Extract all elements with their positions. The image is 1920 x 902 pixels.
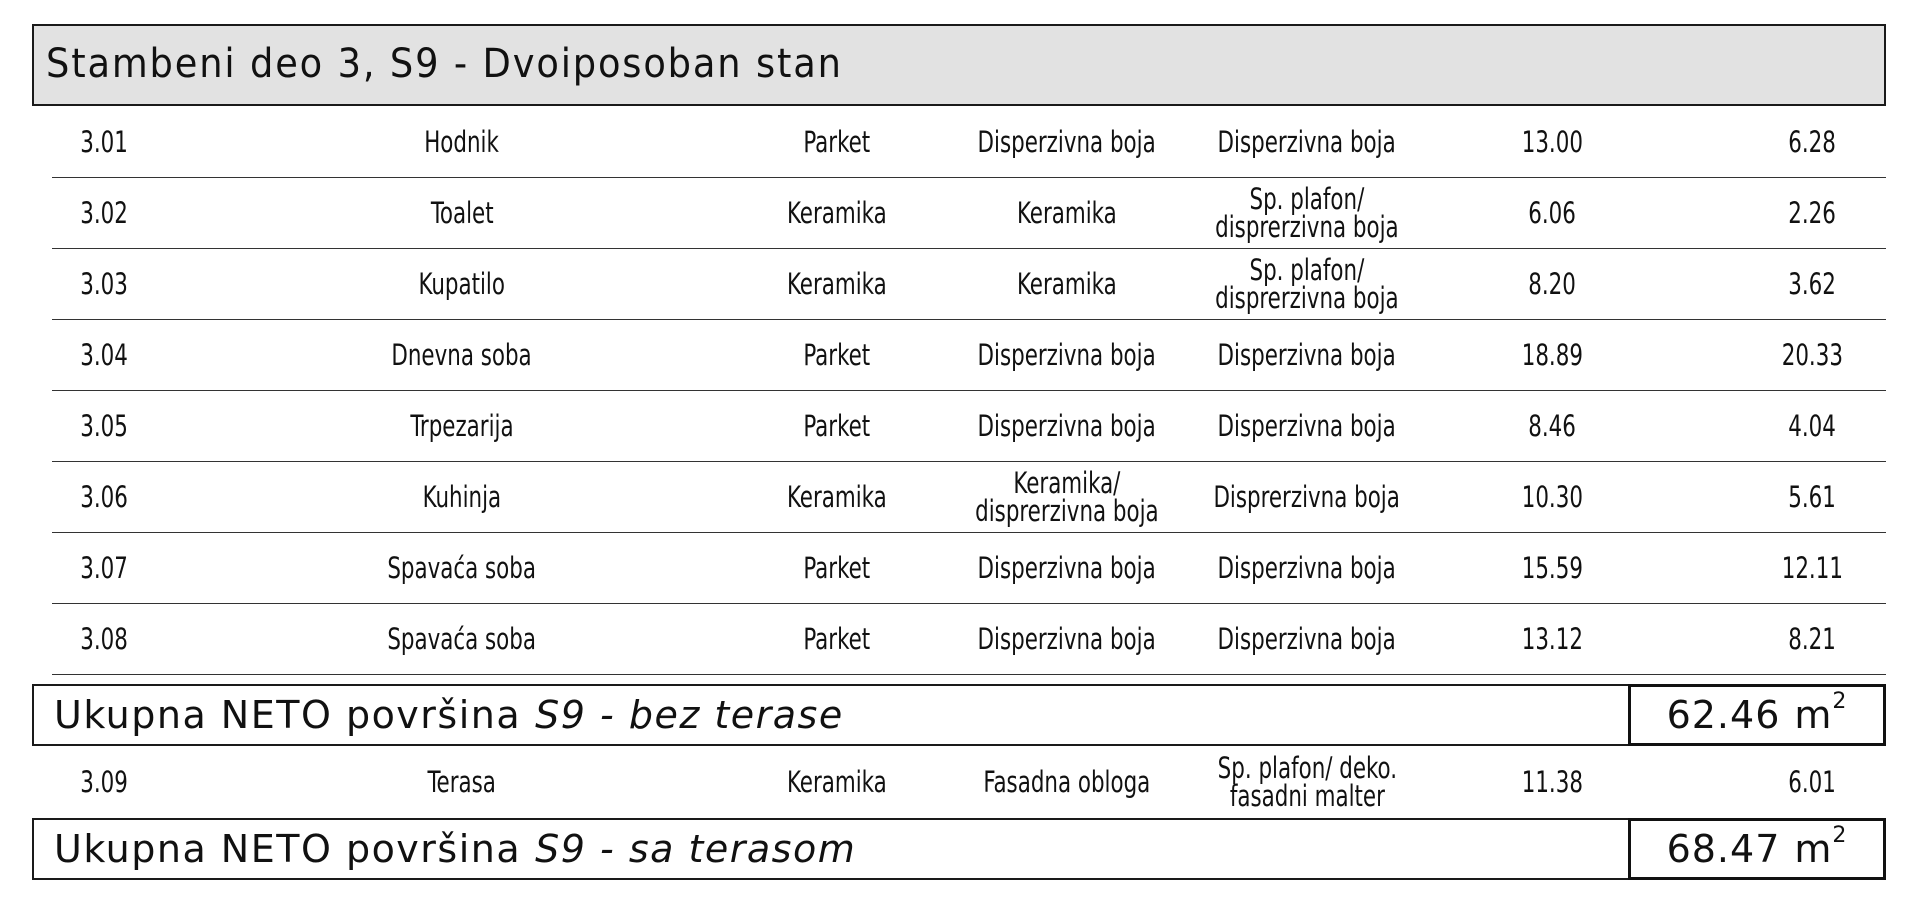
room-area: 18.89 [1521,338,1583,372]
room-area: 6.06 [1528,196,1576,230]
ceiling-finish: Sp. plafon/ deko. fasadni malter [1217,751,1397,813]
table-row [52,320,1886,391]
summary-label-text: Ukupna NETO površina [54,827,522,871]
room-area: 11.38 [1521,765,1583,799]
wall-finish: Keramika [1017,267,1117,301]
area-unit: $m^2$ [1794,823,1848,871]
summary-label [54,820,856,878]
room-name: Spavaća soba [387,551,537,585]
room-extra-value: 4.04 [1788,409,1836,443]
floor-finish: Parket [803,551,871,585]
summary-qualifier: S9 - sa terasom [535,827,857,871]
room-number: 3.08 [80,622,128,656]
floor-finish: Parket [803,338,871,372]
total-area-box [1628,684,1886,746]
floor-finish: Keramika [787,267,887,301]
room-name: Dnevna soba [391,338,533,372]
room-number: 3.06 [80,480,128,514]
unit-exponent: 2 [1832,689,1848,715]
room-number: 3.01 [80,124,128,159]
ceiling-finish: Disperzivna boja [1217,551,1397,585]
wall-finish: Disperzivna boja [977,124,1157,159]
room-area: 8.20 [1528,267,1576,301]
total-area-value: 68.47 [1666,827,1781,871]
summary-qualifier: S9 - bez terase [535,693,844,737]
wall-finish: Disperzivna boja [977,338,1157,372]
ceiling-finish: Disperzivna boja [1217,338,1397,372]
room-number: 3.09 [80,765,128,799]
room-extra-value: 6.01 [1788,765,1836,799]
floor-finish: Keramika [787,196,887,230]
total-area-value: 62.46 [1666,693,1781,737]
unit-exponent: 2 [1832,823,1848,849]
ceiling-finish: Sp. plafon/ disprerzivna boja [1215,182,1399,244]
ceiling-finish: Disperzivna boja [1217,124,1397,159]
room-number: 3.04 [80,338,128,372]
table-row [52,604,1886,675]
room-area: 8.46 [1528,409,1576,443]
wall-finish: Keramika [1017,196,1117,230]
floor-finish: Parket [803,124,871,159]
room-number: 3.02 [80,196,128,230]
room-name: Hodnik [424,124,500,159]
ceiling-finish: Sp. plafon/ disprerzivna boja [1215,253,1399,315]
room-extra-value: 20.33 [1781,338,1843,372]
room-area: 10.30 [1521,480,1583,514]
table-row [52,391,1886,462]
floor-finish: Parket [803,409,871,443]
room-name: Toalet [430,196,494,230]
room-extra-value: 5.61 [1788,480,1836,514]
summary-label [54,686,844,744]
wall-finish: Fasadna obloga [983,765,1151,799]
room-name: Spavaća soba [387,622,537,656]
ceiling-finish: Disprerzivna boja [1213,480,1401,514]
wall-finish: Disperzivna boja [977,409,1157,443]
table-row-terrace [52,746,1886,818]
room-name: Terasa [427,765,497,799]
room-name: Kuhinja [422,480,502,514]
room-extra-value: 8.21 [1788,622,1836,656]
floor-finish: Keramika [787,765,887,799]
floor-finish: Keramika [787,480,887,514]
table-row [52,462,1886,533]
room-name: Kupatilo [418,267,506,301]
room-extra-value: 6.28 [1788,124,1836,159]
summary-with-terrace [32,818,1886,880]
room-extra-value: 12.11 [1781,551,1843,585]
table-row [52,106,1886,178]
area-unit: $m^2$ [1794,689,1848,737]
ceiling-finish: Disperzivna boja [1217,622,1397,656]
wall-finish: Disperzivna boja [977,551,1157,585]
room-area: 13.12 [1521,622,1583,656]
room-extra-value: 2.26 [1788,196,1836,230]
table-row [52,178,1886,249]
total-area-box [1628,818,1886,880]
room-area: 13.00 [1521,124,1583,159]
table-row [52,533,1886,604]
room-number: 3.07 [80,551,128,585]
room-name: Trpezarija [410,409,514,443]
room-number: 3.05 [80,409,128,443]
room-extra-value: 3.62 [1788,267,1836,301]
room-area: 15.59 [1521,551,1583,585]
room-number: 3.03 [80,267,128,301]
room-table [52,106,1886,675]
floor-finish: Parket [803,622,871,656]
summary-label-text: Ukupna NETO površina [54,693,522,737]
title-band [32,24,1886,106]
summary-without-terrace [32,684,1886,746]
ceiling-finish: Disperzivna boja [1217,409,1397,443]
wall-finish: Keramika/ disprerzivna boja [975,466,1159,528]
wall-finish: Disperzivna boja [977,622,1157,656]
table-row [52,249,1886,320]
page-title: Stambeni deo 3, S9 - Dvoiposoban stan [46,41,843,87]
